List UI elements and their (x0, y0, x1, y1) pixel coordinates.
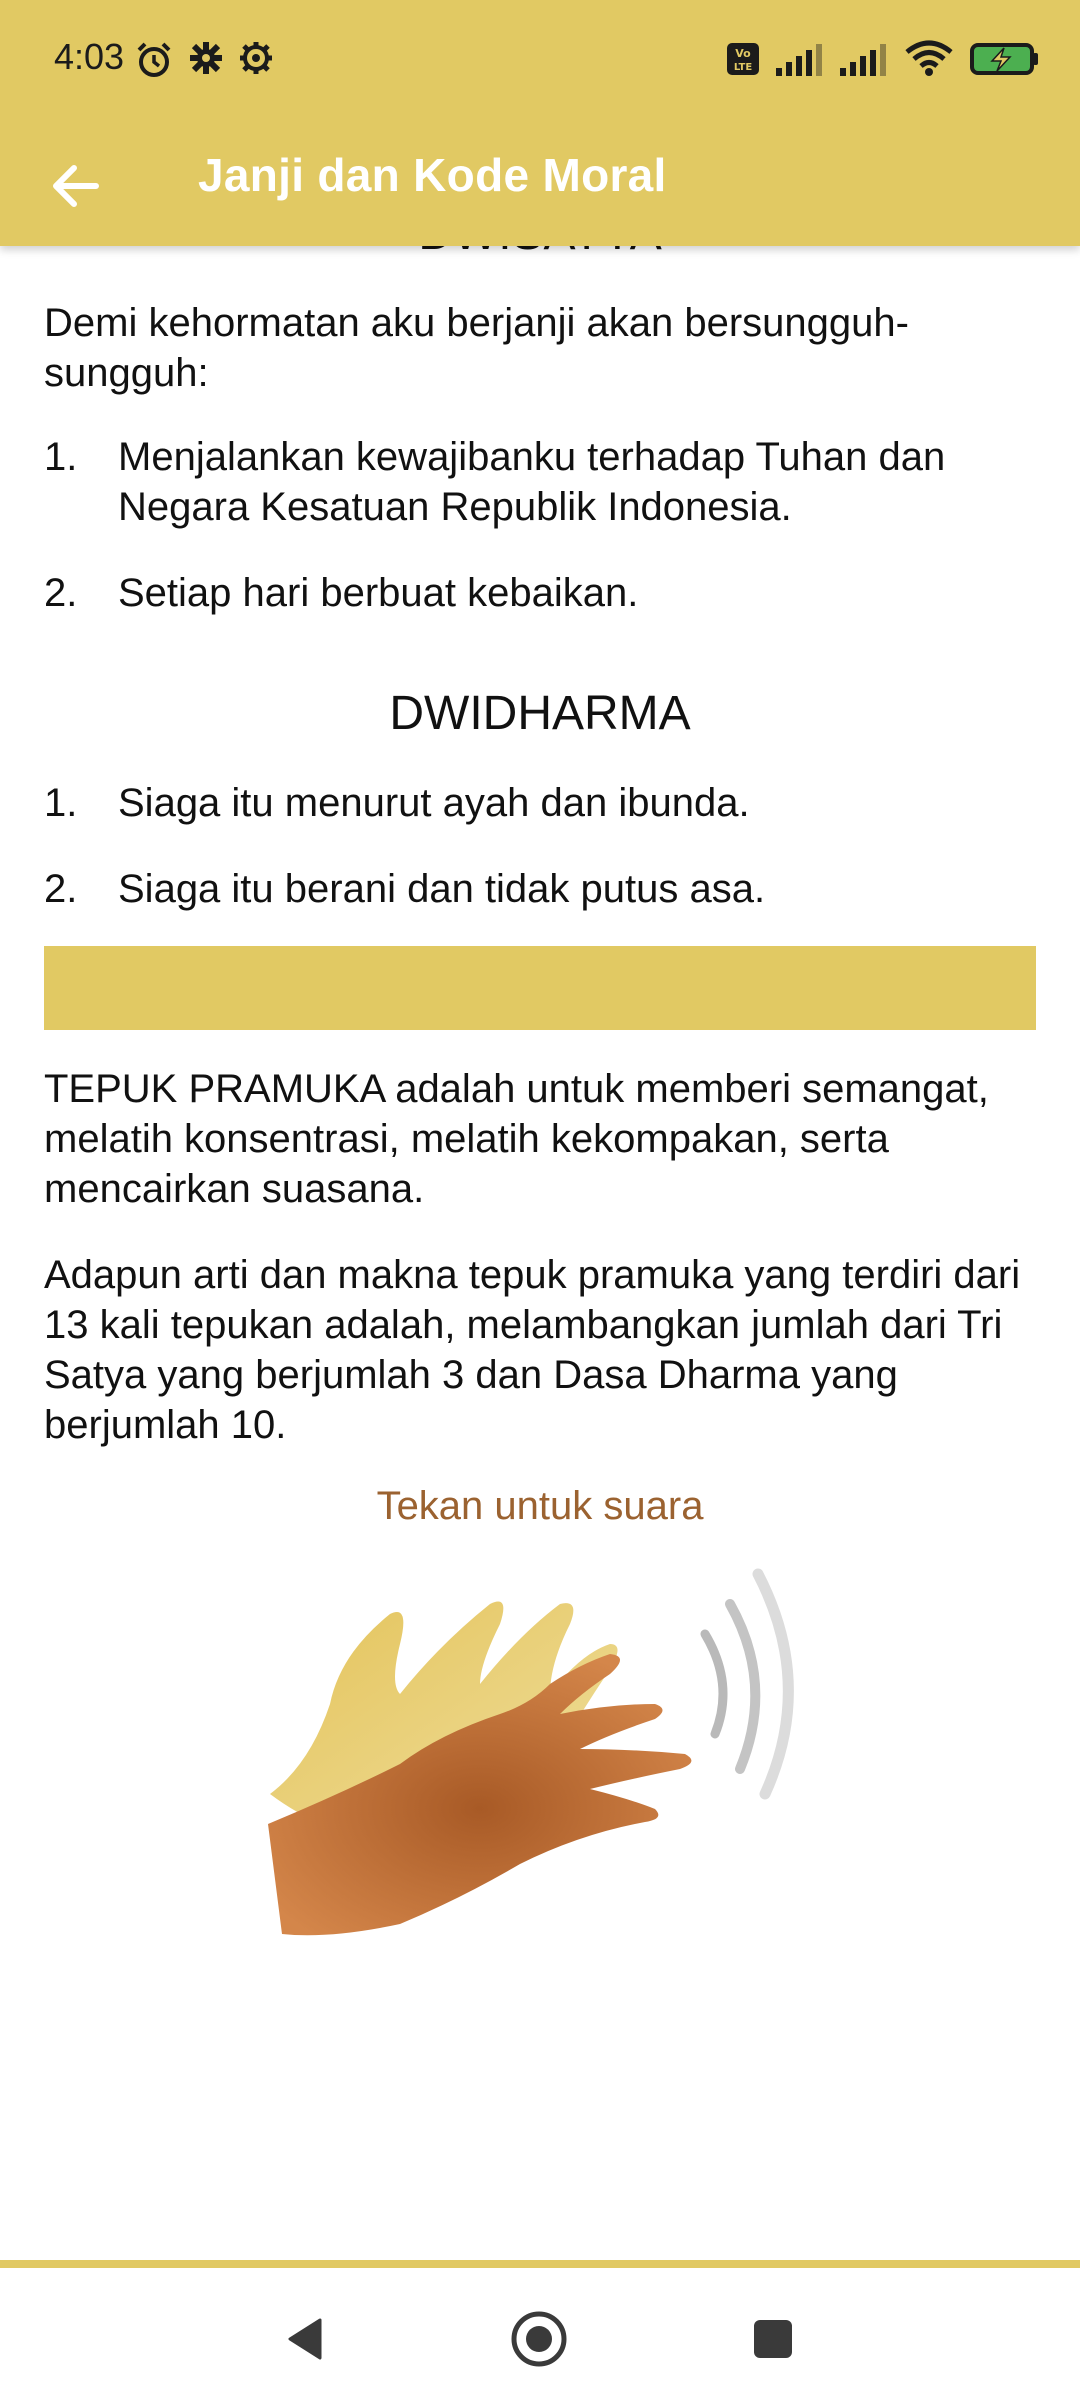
back-triangle-icon (280, 2314, 330, 2364)
section-heading-dwidharma: DWIDHARMA (389, 687, 691, 740)
alarm-icon (134, 40, 174, 85)
system-nav-bar (0, 2268, 1080, 2400)
svg-text:Vo: Vo (735, 47, 751, 60)
status-bar (0, 0, 1080, 120)
back-button[interactable] (36, 146, 116, 226)
nav-back-button[interactable] (270, 2304, 340, 2374)
settings-icon (238, 40, 274, 85)
makna-description: Adapun arti dan makna tepuk pramuka yang terdiri dari 13 kali tepukan adalah, melambangkan jumlah dari Tri Satya yang berjumlah 3 dan Dasa Dharma yang berjumlah 10. (44, 1253, 1021, 1447)
list-text: Siaga itu berani dan tidak putus asa. (118, 867, 766, 911)
list-text: Siaga itu menurut ayah dan ibunda. (118, 781, 750, 825)
arrow-left-icon (50, 160, 102, 212)
home-circle-icon (509, 2309, 569, 2369)
list-number: 2. (44, 571, 78, 615)
list-number: 2. (44, 867, 78, 911)
signal-icon (840, 42, 888, 81)
status-time: 4:03 (54, 36, 125, 77)
intro-text: Demi kehormatan aku berjanji akan bersungguh-sungguh: (44, 301, 909, 395)
nav-divider (0, 2260, 1080, 2268)
list-item (44, 778, 1034, 828)
status-icons-left (134, 40, 274, 85)
list-item (44, 568, 1034, 618)
clap-sound-button[interactable] (250, 1544, 830, 2004)
nav-home-button[interactable] (504, 2304, 574, 2374)
list-number: 1. (44, 781, 78, 825)
wifi-icon (904, 40, 954, 83)
list-item (44, 432, 1034, 532)
list-number: 1. (44, 435, 78, 479)
app-bar (0, 120, 1080, 246)
list-text: Setiap hari berbuat kebaikan. (118, 571, 639, 615)
list-text: Menjalankan kewajibanku terhadap Tuhan dan Negara Kesatuan Republik Indonesia. (118, 435, 946, 529)
recents-square-icon (750, 2316, 796, 2362)
volte-icon (726, 42, 760, 81)
settings-icon (188, 40, 224, 85)
top-bar (0, 0, 1080, 246)
status-icons-right (726, 40, 1040, 83)
battery-charging-icon (970, 42, 1040, 81)
svg-text:LTE: LTE (733, 62, 753, 73)
page-title: Janji dan Kode Moral (198, 149, 667, 201)
signal-icon (776, 42, 824, 81)
list-item (44, 864, 1034, 914)
tepuk-description: TEPUK PRAMUKA adalah untuk memberi semangat, melatih konsentrasi, melatih kekompakan, serta mencairkan suasana. (44, 1067, 989, 1211)
tap-for-sound-label[interactable]: Tekan untuk suara (376, 1484, 704, 1528)
gold-divider-banner (44, 946, 1036, 1030)
nav-recents-button[interactable] (738, 2304, 808, 2374)
scroll-content[interactable] (0, 246, 1080, 2236)
clapping-hands-icon (250, 1544, 830, 2004)
